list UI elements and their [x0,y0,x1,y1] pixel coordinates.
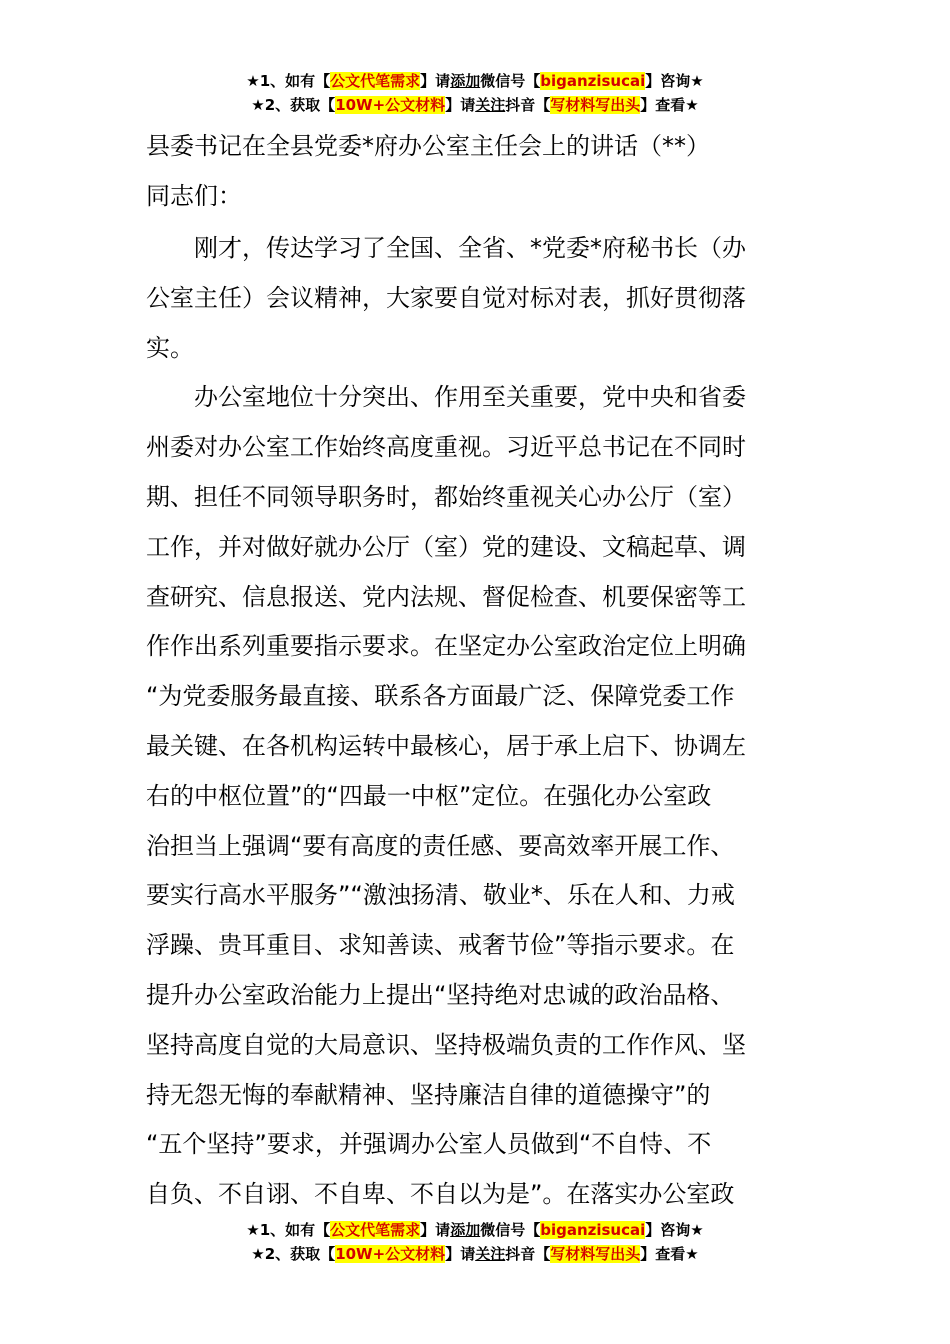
banner-text: ★1、如有【 [246,1221,331,1239]
banner-text: 】请 [420,1221,451,1239]
banner-highlight: 10W+公文材料 [335,1245,446,1263]
text-line: 作作出系列重要指示要求。在坚定办公室政治定位上明确 [146,632,746,661]
banner-underline: 关注 [475,1245,506,1263]
banner-text: 】查看★ [640,96,699,114]
banner-highlight: biganzisucai [540,72,646,90]
banner-underline: 关注 [475,96,506,114]
banner-highlight: 10W+公文材料 [335,96,446,114]
text-line: 持无怨无悔的奉献精神、坚持廉洁自律的道德操守”的 [146,1080,711,1109]
text-line: 治担当上强调“要有高度的责任感、要高效率开展工作、 [146,831,735,860]
banner-top-line-2 [0,94,950,116]
text-line: 实。 [146,333,194,362]
banner-bottom-line-2 [0,1243,950,1265]
banner-text: 微信号【 [480,72,541,90]
banner-text: ★1、如有【 [246,72,331,90]
text-line: 期、担任不同领导职务时，都始终重视关心办公厅（室） [146,482,746,511]
salutation: 同志们： [146,182,242,210]
text-line: “为党委服务最直接、联系各方面最广泛、保障党委工作 [146,682,735,711]
text-line: 最关键、在各机构运转中最核心，居于承上启下、协调左 [146,731,746,760]
banner-text: 抖音【 [505,96,551,114]
text-line: 提升办公室政治能力上提出“坚持绝对忠诚的政治品格、 [146,980,735,1009]
banner-text: 微信号【 [480,1221,541,1239]
banner-text: ★2、获取【 [251,96,336,114]
text-line: 刚才，传达学习了全国、全省、*党委*府秘书长（办 [194,234,746,262]
text-line: 州委对办公室工作始终高度重视。习近平总书记在不同时 [146,433,746,462]
text-line: “五个坚持”要求，并强调办公室人员做到“不自恃、不 [146,1130,712,1159]
text-line: 浮躁、贵耳重目、求知善读、戒奢节俭”等指示要求。在 [146,931,735,960]
document-title: 县委书记在全县党委*府办公室主任会上的讲话（**） [146,132,710,160]
banner-bottom-line-1 [0,1219,950,1241]
document-body [146,224,810,1220]
banner-top-line-1 [0,70,950,92]
text-line: 查研究、信息报送、党内法规、督促检查、机要保密等工 [146,582,746,611]
banner-underline: 添加 [450,72,481,90]
banner-highlight: 公文代笔需求 [330,72,421,90]
banner-text: 】请 [420,72,451,90]
text-line: 公室主任）会议精神，大家要自觉对标对表，抓好贯彻落 [146,283,746,312]
banner-text: ★2、获取【 [251,1245,336,1263]
text-line: 办公室地位十分突出、作用至关重要，党中央和省委 [194,383,746,412]
text-line: 坚持高度自觉的大局意识、坚持极端负责的工作作风、坚 [146,1030,746,1059]
banner-highlight: 写材料写出头 [550,1245,641,1263]
text-line: 右的中枢位置”的“四最一中枢”定位。在强化办公室政 [146,781,712,810]
banner-text: 】请 [445,1245,476,1263]
banner-highlight: 公文代笔需求 [330,1221,421,1239]
text-line: 自负、不自诩、不自卑、不自以为是”。在落实办公室政 [146,1180,735,1209]
banner-underline: 添加 [450,1221,481,1239]
banner-highlight: biganzisucai [540,1221,646,1239]
banner-text: 抖音【 [505,1245,551,1263]
banner-highlight: 写材料写出头 [550,96,641,114]
banner-text: 】查看★ [640,1245,699,1263]
banner-text: 】咨询★ [645,1221,704,1239]
banner-text: 】请 [445,96,476,114]
text-line: 工作，并对做好就办公厅（室）党的建设、文稿起草、调 [146,532,746,561]
banner-text: 】咨询★ [645,72,704,90]
text-line: 要实行高水平服务”“激浊扬清、敬业*、乐在人和、力戒 [146,881,735,910]
